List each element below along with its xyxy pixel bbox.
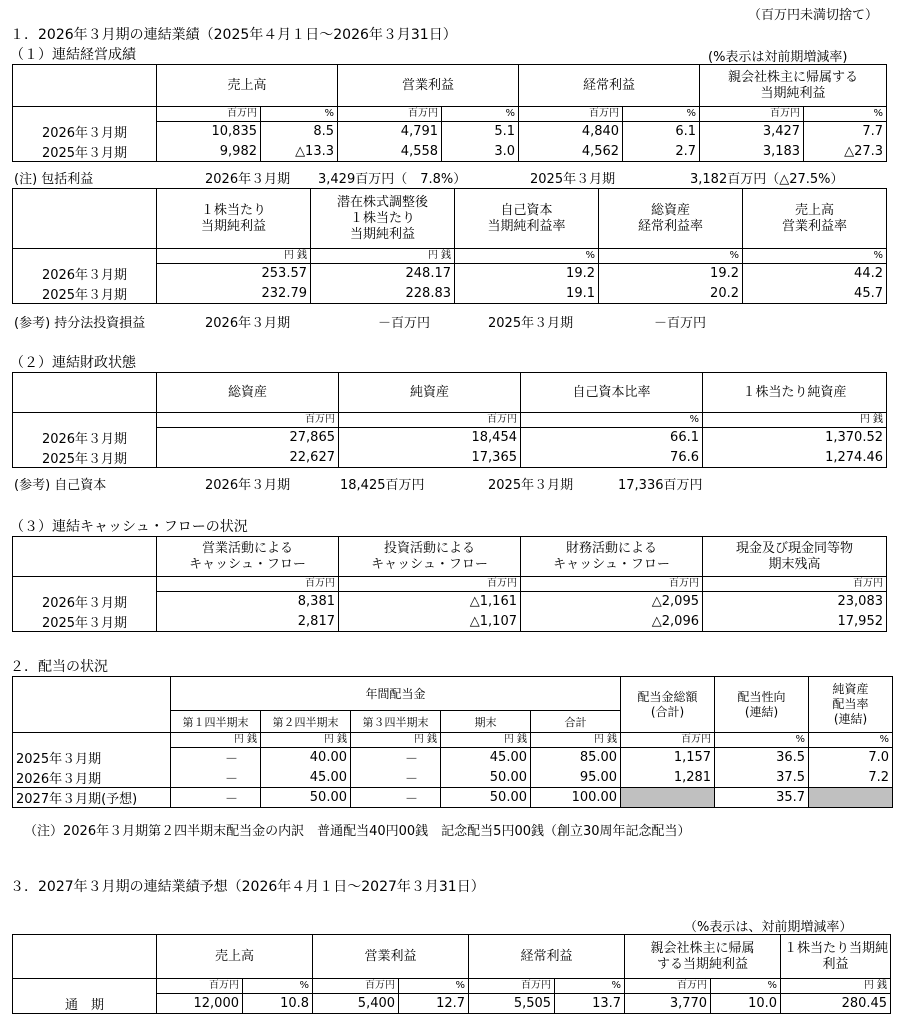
cell: 19.2 (599, 264, 743, 284)
cell: 35.7 (715, 788, 809, 808)
table-row (13, 788, 893, 808)
table-row (13, 264, 887, 284)
financial-header-empty (13, 373, 157, 413)
cell: 45.00 (441, 748, 531, 768)
equity-method-v1: －百万円 (378, 316, 431, 331)
pershare-header-empty (13, 189, 157, 249)
cell: 3,427 (700, 122, 804, 142)
unit-cell: 百万円 (157, 979, 243, 994)
section-1-2-title: （２）連結財政状態 (10, 355, 136, 371)
results-header-net: 親会社株主に帰属する 当期純利益 (700, 65, 887, 107)
own-capital-p1: 2026年３月期 (205, 478, 291, 493)
unit-cell: 円 銭 (441, 733, 531, 748)
cell: △2,095 (521, 592, 703, 612)
section-1-1-note: (%表示は対前期増減率) (708, 50, 848, 65)
dividend-header-total: 配当金総額 (合計) (621, 677, 715, 733)
dividend-subheader-q1: 第１四半期末 (171, 711, 261, 733)
cell: 66.1 (521, 428, 703, 448)
cell: 280.45 (781, 994, 891, 1014)
equity-method-label: (参考) 持分法投資損益 (14, 316, 146, 331)
dividend-subheader-q2: 第２四半期末 (261, 711, 351, 733)
cell: 50.00 (441, 788, 531, 808)
unit-cell: % (809, 733, 893, 748)
cell: △13.3 (261, 142, 338, 162)
pershare-header-roa: 総資産 経常利益率 (599, 189, 743, 249)
unit-cell: 円 銭 (531, 733, 621, 748)
forecast-header-eps: １株当たり当期純 利益 (781, 935, 891, 979)
dividend-note: （注）2026年３月期第２四半期末配当金の内訳 普通配当40円00銭 記念配当5円00銭（創立30周年記念配当） (24, 824, 691, 839)
cell: 36.5 (715, 748, 809, 768)
unit-cell: % (442, 107, 519, 122)
unit-cell: 円 銭 (311, 249, 455, 264)
table-row (13, 768, 893, 788)
dividend-header-ratio: 純資産 配当率 (連結) (809, 677, 893, 733)
unit-cell: 百万円 (519, 107, 623, 122)
cell: 253.57 (157, 264, 311, 284)
row-label: 2025年３月期 (13, 748, 171, 768)
comp-income-v1: 3,429百万円（ 7.8%） (318, 172, 467, 187)
cell: 4,840 (519, 122, 623, 142)
table-row (13, 428, 887, 448)
unit-cell: % (555, 979, 625, 994)
unit-cell: % (243, 979, 313, 994)
dividend-subheader-total: 合計 (531, 711, 621, 733)
unit-cell: 円 銭 (703, 413, 887, 428)
cell: 228.83 (311, 284, 455, 304)
cell: 1,274.46 (703, 448, 887, 468)
cell: 7.0 (809, 748, 893, 768)
unit-cell: % (521, 413, 703, 428)
table-row (13, 142, 887, 162)
own-capital-p2: 2025年３月期 (488, 478, 574, 493)
cell: 50.00 (441, 768, 531, 788)
cell: 5.1 (442, 122, 519, 142)
unit-cell: 百万円 (703, 577, 887, 592)
cell: 50.00 (261, 788, 351, 808)
unit-cell: % (715, 733, 809, 748)
cell: 95.00 (531, 768, 621, 788)
unit-cell: 円 銭 (171, 733, 261, 748)
unit-cell: % (804, 107, 887, 122)
cell: － (171, 788, 261, 808)
unit-cell: % (261, 107, 338, 122)
cell: 40.00 (261, 748, 351, 768)
cell: 22,627 (157, 448, 339, 468)
cell: 19.1 (455, 284, 599, 304)
cell: 18,454 (339, 428, 521, 448)
section-1-1-title: （１）連結経営成績 (10, 47, 136, 63)
unit-cell: 百万円 (700, 107, 804, 122)
cell: 76.6 (521, 448, 703, 468)
cell: 5,505 (469, 994, 555, 1014)
cell: 10,835 (157, 122, 261, 142)
own-capital-v1: 18,425百万円 (340, 478, 425, 493)
comp-income-p1: 2026年３月期 (205, 172, 291, 187)
table-row (13, 448, 887, 468)
dividend-header-annual: 年間配当金 (171, 677, 621, 711)
cell: 3,183 (700, 142, 804, 162)
unit-cell: 百万円 (621, 733, 715, 748)
cell: 7.7 (804, 122, 887, 142)
cell: 10.8 (243, 994, 313, 1014)
comp-income-v2: 3,182百万円（△27.5%） (690, 172, 844, 187)
cashflow-header-empty (13, 537, 157, 577)
cell: 44.2 (743, 264, 887, 284)
financial-header-equity-ratio: 自己資本比率 (521, 373, 703, 413)
section-1-3-title: （３）連結キャッシュ・フローの状況 (10, 519, 248, 535)
cell: 37.5 (715, 768, 809, 788)
equity-method-p1: 2026年３月期 (205, 316, 291, 331)
row-label: 2027年３月期(予想) (13, 788, 171, 808)
unit-cell: 百万円 (313, 979, 399, 994)
cell: 20.2 (599, 284, 743, 304)
cell: 1,281 (621, 768, 715, 788)
forecast-header-ordinary: 経常利益 (469, 935, 625, 979)
cell: △1,161 (339, 592, 521, 612)
cell: 9,982 (157, 142, 261, 162)
equity-method-p2: 2025年３月期 (488, 316, 574, 331)
cell: － (351, 768, 441, 788)
cell: 19.2 (455, 264, 599, 284)
cell: 45.00 (261, 768, 351, 788)
cell: 8.5 (261, 122, 338, 142)
row-label: 2025年３月期 (13, 448, 157, 468)
unit-cell: 百万円 (625, 979, 711, 994)
forecast-header-sales: 売上高 (157, 935, 313, 979)
table-row (13, 592, 887, 612)
cell: 1,370.52 (703, 428, 887, 448)
unit-cell: % (743, 249, 887, 264)
cell: 100.00 (531, 788, 621, 808)
row-label: 2026年３月期 (13, 428, 157, 448)
pershare-header-eps: １株当たり 当期純利益 (157, 189, 311, 249)
forecast-header-net: 親会社株主に帰属 する当期純利益 (625, 935, 781, 979)
cell: △2,096 (521, 612, 703, 632)
unit-cell: 百万円 (339, 413, 521, 428)
cashflow-header-operating: 営業活動による キャッシュ・フロー (157, 537, 339, 577)
row-label: 2025年３月期 (13, 142, 157, 162)
cell: 2,817 (157, 612, 339, 632)
cell: － (351, 788, 441, 808)
row-label: 通 期 (13, 994, 157, 1014)
section-3-note: （%表示は、対前期増減率） (684, 920, 853, 935)
cell: 4,562 (519, 142, 623, 162)
own-capital-label: (参考) 自己資本 (14, 478, 107, 493)
cashflow-header-financing: 財務活動による キャッシュ・フロー (521, 537, 703, 577)
financial-table (12, 372, 887, 468)
forecast-header-operating: 営業利益 (313, 935, 469, 979)
cell: 4,558 (338, 142, 442, 162)
unit-cell: 円 銭 (261, 733, 351, 748)
dividend-subheader-year-end: 期末 (441, 711, 531, 733)
cell: 45.7 (743, 284, 887, 304)
row-label: 2026年３月期 (13, 768, 171, 788)
cell: － (351, 748, 441, 768)
unit-cell: 円 銭 (351, 733, 441, 748)
shaded-cell (621, 788, 715, 808)
unit-cell: % (399, 979, 469, 994)
cell: △27.3 (804, 142, 887, 162)
forecast-header-empty (13, 935, 157, 979)
forecast-table (12, 934, 891, 1014)
cell: 27,865 (157, 428, 339, 448)
unit-cell: 百万円 (157, 107, 261, 122)
unit-cell: 百万円 (157, 413, 339, 428)
row-label: 2026年３月期 (13, 592, 157, 612)
equity-method-v2: －百万円 (654, 316, 707, 331)
results-table (12, 64, 887, 162)
dividend-subheader-q3: 第３四半期末 (351, 711, 441, 733)
row-label: 2026年３月期 (13, 264, 157, 284)
comp-income-p2: 2025年３月期 (530, 172, 616, 187)
results-header-operating: 営業利益 (338, 65, 519, 107)
table-row (13, 284, 887, 304)
cell: △1,107 (339, 612, 521, 632)
cell: 3.0 (442, 142, 519, 162)
table-row (13, 612, 887, 632)
unit-cell: 百万円 (338, 107, 442, 122)
section-3-title: ３．2027年３月期の連結業績予想（2026年４月１日～2027年３月31日） (10, 879, 485, 895)
unit-cell: % (711, 979, 781, 994)
financial-header-bps: １株当たり純資産 (703, 373, 887, 413)
cell: 4,791 (338, 122, 442, 142)
results-header-sales: 売上高 (157, 65, 338, 107)
cell: 13.7 (555, 994, 625, 1014)
row-label: 2025年３月期 (13, 612, 157, 632)
unit-cell: 百万円 (339, 577, 521, 592)
cell: 2.7 (623, 142, 700, 162)
cashflow-header-cash: 現金及び現金同等物 期末残高 (703, 537, 887, 577)
unit-cell: 百万円 (469, 979, 555, 994)
unit-cell: % (455, 249, 599, 264)
cell: 232.79 (157, 284, 311, 304)
cell: 85.00 (531, 748, 621, 768)
cell: － (171, 748, 261, 768)
cell: 5,400 (313, 994, 399, 1014)
cell: 248.17 (311, 264, 455, 284)
cell: 7.2 (809, 768, 893, 788)
pershare-header-roe: 自己資本 当期純利益率 (455, 189, 599, 249)
section-1-title: １．2026年３月期の連結業績（2025年４月１日～2026年３月31日） (10, 27, 457, 43)
cell: 3,770 (625, 994, 711, 1014)
comp-income-label: (注) 包括利益 (14, 172, 94, 187)
unit-cell: % (599, 249, 743, 264)
row-label: 2025年３月期 (13, 284, 157, 304)
cashflow-header-investing: 投資活動による キャッシュ・フロー (339, 537, 521, 577)
cell: 12.7 (399, 994, 469, 1014)
table-row (13, 748, 893, 768)
table-row (13, 122, 887, 142)
dividend-header-payout: 配当性向 (連結) (715, 677, 809, 733)
unit-cell: 百万円 (521, 577, 703, 592)
cell: 6.1 (623, 122, 700, 142)
pershare-header-diluted: 潜在株式調整後 １株当たり 当期純利益 (311, 189, 455, 249)
cell: 17,365 (339, 448, 521, 468)
unit-cell: % (623, 107, 700, 122)
section-2-title: ２．配当の状況 (10, 659, 108, 675)
unit-cell: 円 銭 (781, 979, 891, 994)
financial-header-total-assets: 総資産 (157, 373, 339, 413)
own-capital-v2: 17,336百万円 (618, 478, 703, 493)
top-note: （百万円未満切捨て） (748, 8, 879, 23)
financial-header-net-assets: 純資産 (339, 373, 521, 413)
cell: 10.0 (711, 994, 781, 1014)
unit-cell: 円 銭 (157, 249, 311, 264)
dividend-table (12, 676, 893, 808)
results-header-ordinary: 経常利益 (519, 65, 700, 107)
cell: － (171, 768, 261, 788)
cashflow-table (12, 536, 887, 632)
cell: 17,952 (703, 612, 887, 632)
pershare-header-margin: 売上高 営業利益率 (743, 189, 887, 249)
results-header-empty (13, 65, 157, 107)
cell: 23,083 (703, 592, 887, 612)
pershare-table (12, 188, 887, 304)
cell: 8,381 (157, 592, 339, 612)
cell: 1,157 (621, 748, 715, 768)
table-row (13, 994, 891, 1014)
dividend-header-empty (13, 677, 171, 733)
shaded-cell (809, 788, 893, 808)
unit-cell: 百万円 (157, 577, 339, 592)
row-label: 2026年３月期 (13, 122, 157, 142)
cell: 12,000 (157, 994, 243, 1014)
